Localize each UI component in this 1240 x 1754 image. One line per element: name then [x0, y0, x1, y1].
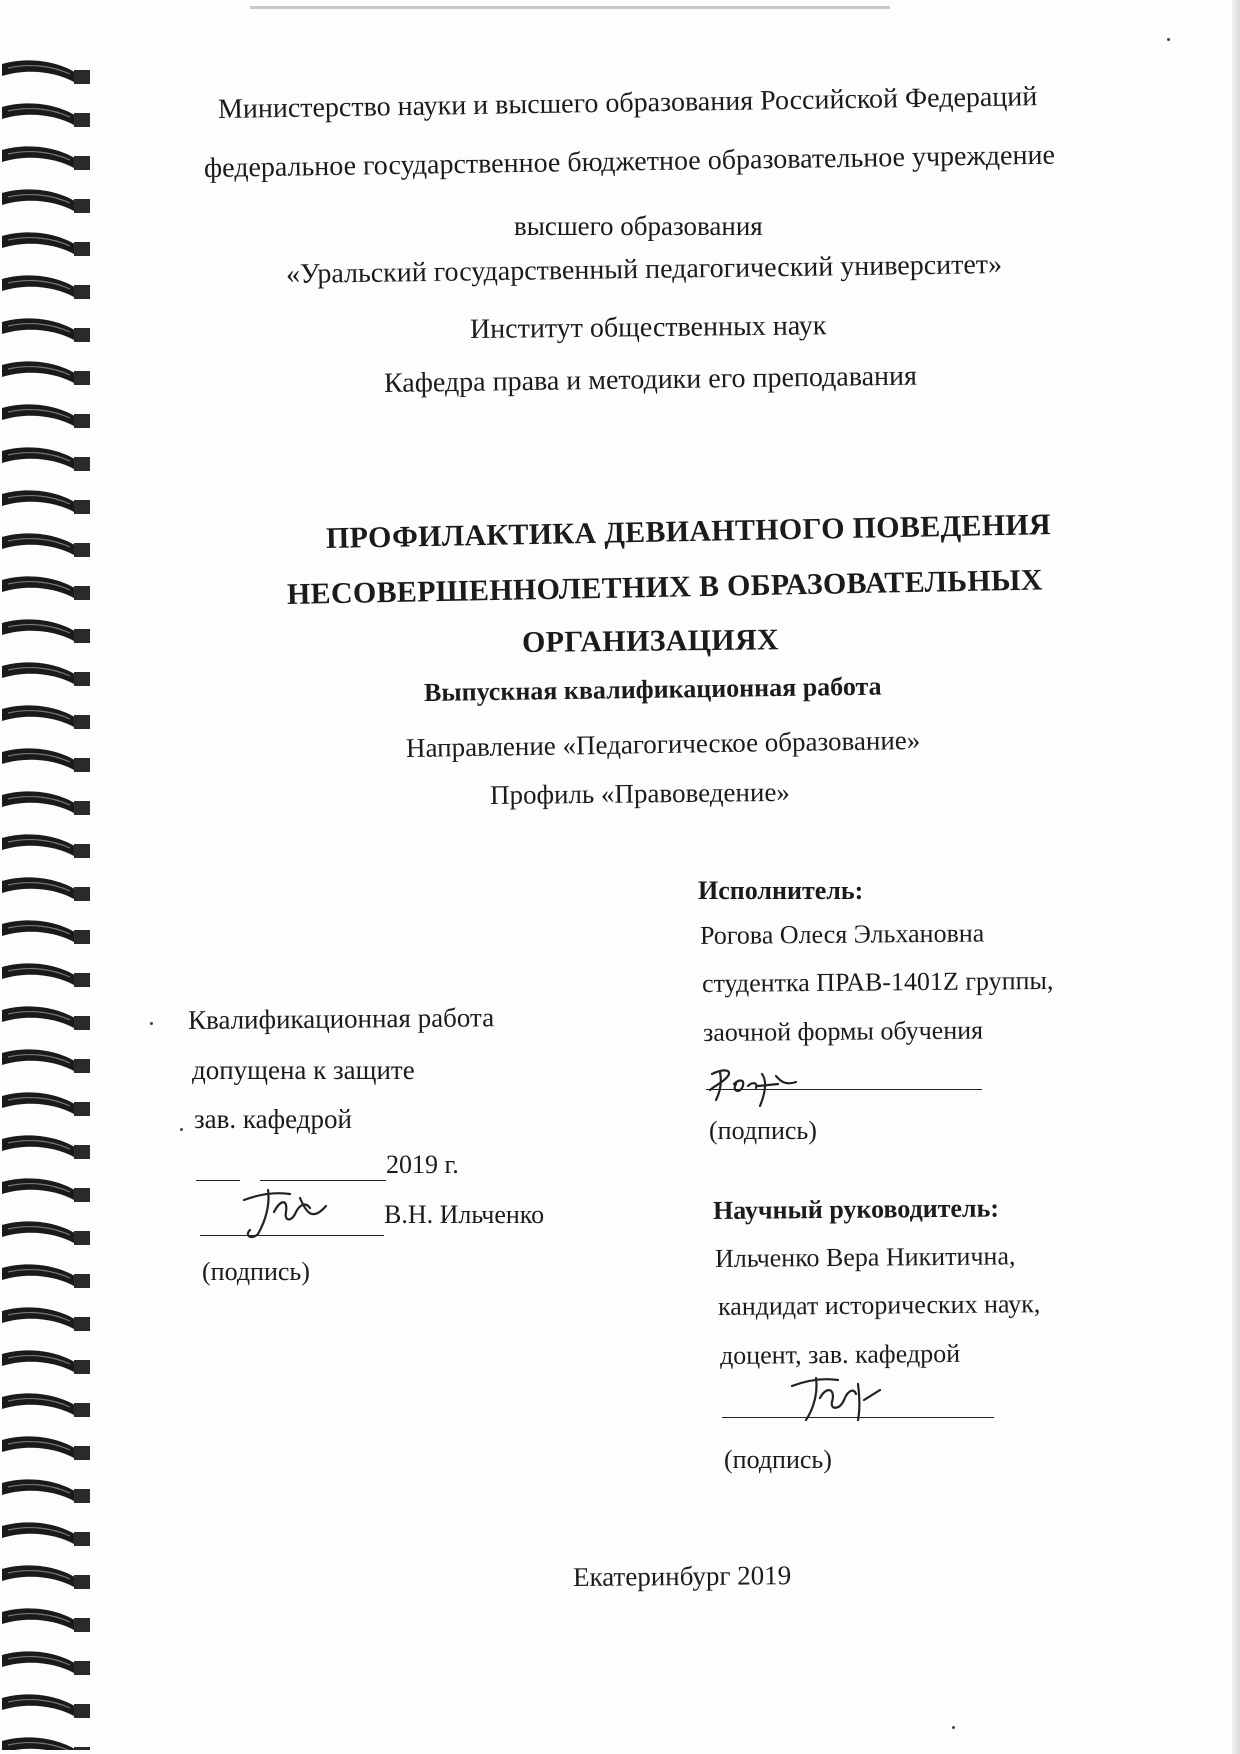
binding-hole [74, 1489, 90, 1503]
binding-coil [2, 1651, 78, 1673]
direction-line: Направление «Педагогическое образование» [405, 724, 921, 763]
author-name: Рогова Олеся Эльхановна [699, 918, 985, 950]
binding-hole [74, 1618, 90, 1632]
binding-coil [2, 146, 78, 168]
binding-coil [2, 361, 78, 383]
binding-hole [74, 199, 90, 213]
binding-coil [2, 791, 78, 813]
author-signature [706, 1060, 806, 1112]
binding-hole [74, 113, 90, 127]
binding-coil [2, 447, 78, 469]
binding-coil [2, 576, 78, 598]
binding-coil [2, 1135, 78, 1157]
binding-hole [74, 1661, 90, 1675]
supervisor-signature [780, 1370, 890, 1430]
binding-coil [2, 1694, 78, 1716]
author-form: заочной формы обучения [702, 1015, 984, 1047]
binding-hole [74, 930, 90, 944]
binding-coil [2, 705, 78, 727]
binding-hole [74, 285, 90, 299]
binding-coil [2, 1264, 78, 1286]
binding-hole [74, 70, 90, 84]
speck [180, 1128, 183, 1131]
binding-coil [2, 1049, 78, 1071]
binding-hole [74, 758, 90, 772]
supervisor-position: доцент, зав. кафедрой [719, 1338, 961, 1370]
admission-month-line [260, 1180, 386, 1181]
supervisor-degree: кандидат исторических наук, [717, 1289, 1041, 1321]
department-line: Кафедра права и методики его преподавания [383, 360, 918, 399]
binding-coil [2, 1393, 78, 1415]
binding-coil [2, 103, 78, 125]
profile-line: Профиль «Правоведение» [489, 776, 790, 810]
binding-hole [74, 1317, 90, 1331]
binding-hole [74, 1704, 90, 1718]
page-right-edge [1232, 0, 1240, 1754]
binding-coil [2, 748, 78, 770]
binding-coil [2, 232, 78, 254]
admission-signature-caption: (подпись) [202, 1257, 310, 1286]
binding-coil [2, 1221, 78, 1243]
admission-line-2: допущена к защите [192, 1055, 415, 1085]
binding-hole [74, 371, 90, 385]
binding-hole [74, 887, 90, 901]
binding-hole [74, 1446, 90, 1460]
binding-hole [74, 672, 90, 686]
admission-line-3: зав. кафедрой [194, 1104, 352, 1134]
institution-level-line: высшего образования [514, 211, 763, 241]
spiral-binding [0, 60, 100, 1750]
admission-year: 2019 г. [386, 1150, 459, 1179]
binding-coil [2, 963, 78, 985]
author-heading: Исполнитель: [698, 876, 864, 905]
binding-hole [74, 1059, 90, 1073]
binding-hole [74, 1145, 90, 1159]
supervisor-signature-caption: (подпись) [724, 1445, 832, 1474]
institute-line: Институт общественных наук [469, 310, 827, 345]
binding-hole [74, 543, 90, 557]
binding-coil [2, 662, 78, 684]
work-type-line: Выпускная квалификационная работа [423, 671, 882, 707]
binding-coil [2, 275, 78, 297]
binding-hole [74, 242, 90, 256]
binding-coil [2, 1006, 78, 1028]
binding-hole [74, 801, 90, 815]
ministry-line: Министерство науки и высшего образования Российской Федераций [217, 81, 1038, 125]
binding-hole [74, 629, 90, 643]
supervisor-name: Ильченко Вера Никитична, [714, 1241, 1016, 1273]
binding-coil [2, 1436, 78, 1458]
binding-coil [2, 1178, 78, 1200]
binding-hole [74, 1532, 90, 1546]
admission-line-1: Квалификационная работа [187, 1002, 495, 1035]
binding-coil [2, 1307, 78, 1329]
binding-hole [74, 156, 90, 170]
binding-hole [74, 1016, 90, 1030]
speck [150, 1022, 153, 1025]
city-year: Екатеринбург 2019 [572, 1560, 792, 1592]
university-line: «Уральский государственный педагогический университет» [285, 249, 1003, 290]
binding-hole [74, 1403, 90, 1417]
binding-hole [74, 715, 90, 729]
institution-type-line: федеральное государственное бюджетное образовательное учреждение [203, 139, 1056, 184]
binding-coil [2, 834, 78, 856]
binding-hole [74, 1575, 90, 1589]
binding-hole [74, 1102, 90, 1116]
binding-coil [2, 490, 78, 512]
binding-hole [74, 457, 90, 471]
work-title-line-3: ОРГАНИЗАЦИЯХ [521, 623, 780, 659]
page-top-edge [250, 6, 890, 9]
binding-hole [74, 1360, 90, 1374]
binding-hole [74, 1274, 90, 1288]
binding-hole [74, 844, 90, 858]
binding-coil [2, 920, 78, 942]
binding-hole [74, 1747, 90, 1750]
work-title-line-1: ПРОФИЛАКТИКА ДЕВИАНТНОГО ПОВЕДЕНИЯ [325, 508, 1052, 555]
head-name: В.Н. Ильченко [384, 1200, 545, 1229]
binding-hole [74, 500, 90, 514]
binding-hole [74, 1231, 90, 1245]
binding-coil [2, 1565, 78, 1587]
speck [952, 1726, 955, 1729]
binding-hole [74, 973, 90, 987]
binding-coil [2, 1608, 78, 1630]
binding-coil [2, 1092, 78, 1114]
binding-coil [2, 533, 78, 555]
binding-coil [2, 877, 78, 899]
binding-hole [74, 1188, 90, 1202]
binding-coil [2, 404, 78, 426]
author-signature-caption: (подпись) [709, 1116, 817, 1145]
binding-hole [74, 414, 90, 428]
binding-coil [2, 60, 78, 82]
admission-day-line [196, 1180, 240, 1181]
binding-coil [2, 1350, 78, 1372]
binding-hole [74, 586, 90, 600]
binding-coil [2, 1479, 78, 1501]
binding-coil [2, 189, 78, 211]
supervisor-heading: Научный руководитель: [712, 1193, 1000, 1225]
binding-hole [74, 328, 90, 342]
binding-coil [2, 619, 78, 641]
binding-coil [2, 318, 78, 340]
speck [1167, 38, 1170, 41]
binding-coil [2, 1522, 78, 1544]
head-signature [230, 1182, 340, 1244]
work-title-line-2: НЕСОВЕРШЕННОЛЕТНИХ В ОБРАЗОВАТЕЛЬНЫХ [286, 563, 1044, 611]
author-group: студентка ПРАВ-1401Z группы, [701, 965, 1054, 998]
